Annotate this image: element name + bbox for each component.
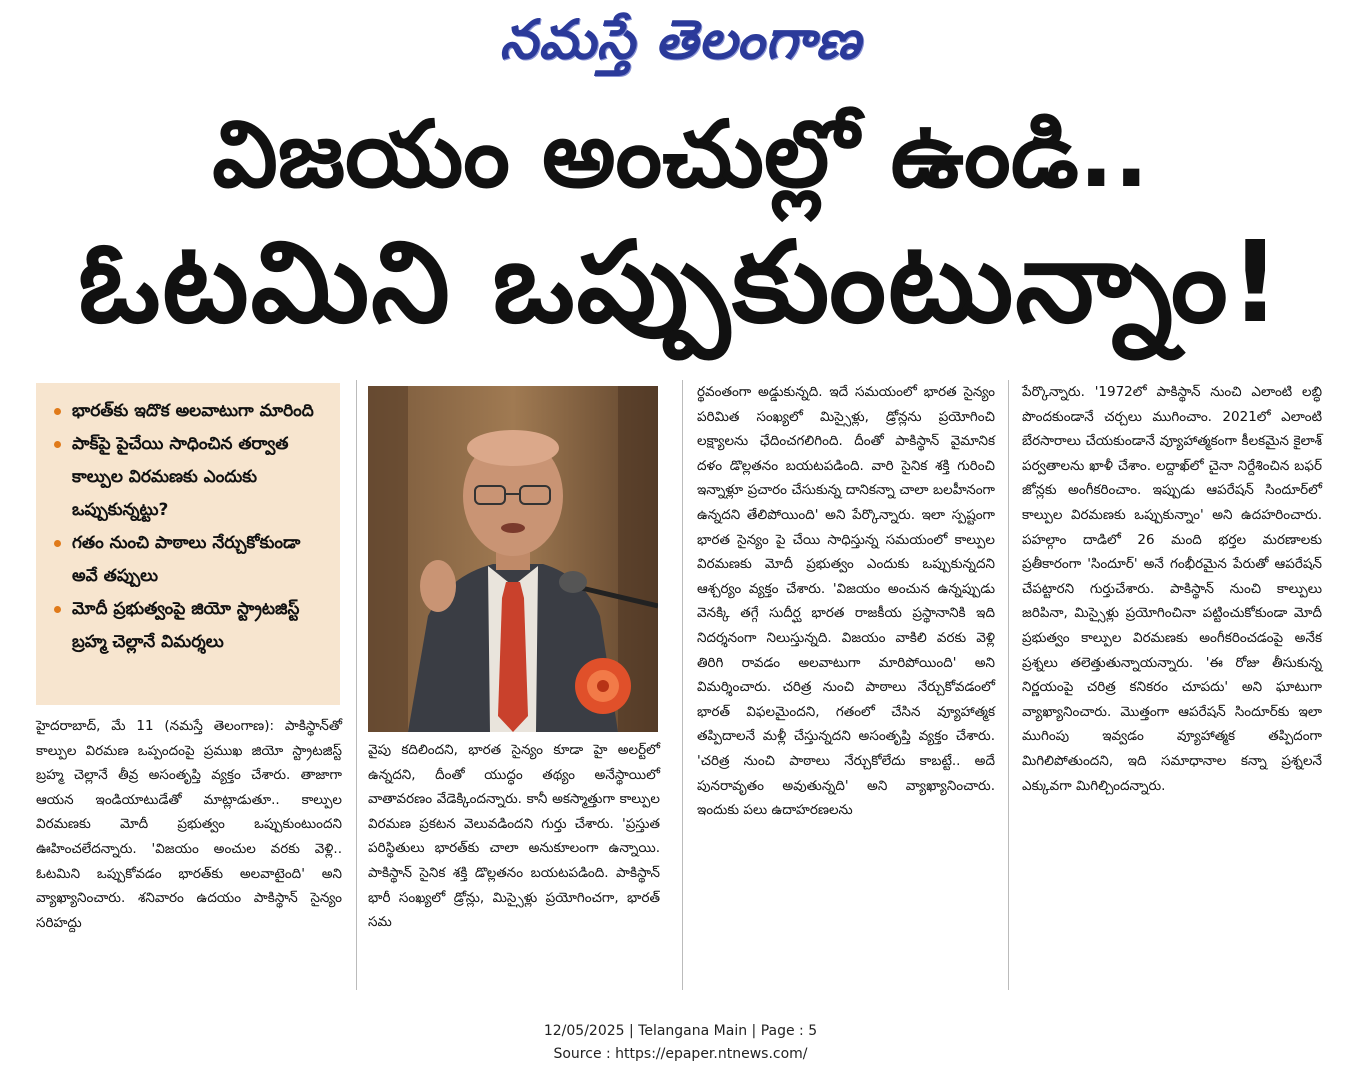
article-text: హైదరాబాద్, మే 11 (నమస్తే తెలంగాణ): పాకిస్థాన్‌తో కాల్పుల విరమణ ఒప్పందంపై ప్రముఖ జియో స్ట్రాటజిస్ట్ బ్రహ్మ చెల్లానే తీవ్ర అసంతృప్తి వ్యక్తం చేశారు. తాజాగా ఆయన ఇండియాటుడేతో మాట్లాడుతూ.. కాల్పుల విరమణకు మోదీ ప్రభుత్వం ఒప్పుకుంటుందని ఊహించలేదన్నారు. 'విజయం అంచుల వరకు వెళ్లి.. ఓటమిని ఒప్పుకోవడం భారత్‌కు అలవాటైంది' అని వ్యాఖ్యానించారు. శనివారం ఉదయం పాకిస్థాన్ సైన్యం సరిహద్దు [36,718,342,931]
footer-source-line: Source : https://epaper.ntnews.com/ [553,1046,808,1062]
column-divider [682,380,683,990]
highlight-item [54,395,330,428]
bullet-icon [54,441,61,448]
highlight-text: పాక్‌పై పైచేయి సాధించిన తర్వాత కాల్పుల విరమణకు ఎందుకు ఒప్పుకున్నట్టు? [72,434,289,520]
article-column-3 [697,380,995,823]
bullet-icon [54,540,61,547]
headline-line-1: విజయం అంచుల్లో ఉండి.. [212,101,1149,208]
highlight-text: గతం నుంచి పాఠాలు నేర్చుకోకుండా అవే తప్పులు [72,533,301,586]
bullet-icon [54,408,61,415]
highlight-item [54,428,330,527]
highlight-item [54,593,330,659]
article-column-2 [368,738,660,935]
footer-edition-line: 12/05/2025 | Telangana Main | Page : 5 [543,1023,818,1039]
article-text: ర్థవంతంగా అడ్డుకున్నది. ఇదే సమయంలో భారత సైన్యం పరిమిత సంఖ్యలో మిస్సైళ్లు, డ్రోన్లను ప్రయోగించి లక్ష్యాలను ఛేదించగలిగింది. దీంతో పాకిస్థాన్ వైమానిక దళం డొల్లతనం బయటపడింది. వారి సైనిక శక్తి గురించి ఇన్నాళ్లూ ప్రచారం చేసుకున్న దానికన్నా చాలా బలహీనంగా ఉన్నదని తేలిపోయింది' అని పేర్కొన్నారు. ఇలా స్పష్టంగా భారత సైన్యం పై చేయి సాధిస్తున్న సమయంలో కాల్పుల విరమణకు మోదీ ప్రభుత్వం ఎందుకు ఒప్పుకున్నదని ఆశ్చర్యం వ్యక్తం చేశారు. 'విజయం అంచున ఉన్నప్పుడు వెనక్కి తగ్గే సుదీర్ఘ భారత రాజకీయ ప్రస్థానానికి ఇది నిదర్శనంగా నిలుస్తున్నది. విజయం వాకిలి వరకు వెళ్లి తిరిగి రావడం అలవాటుగా మారిపోయింది' అని విమర్శించారు. చరిత్ర నుంచి పాఠాలు నేర్చుకోవడంలో భారత్ విఫలమైందని, గతంలో చేసిన వ్యూహాత్మక తప్పిదాలనే మళ్లీ చేస్తున్నదని అసంతృప్తి వ్యక్తం చేశారు. 'చరిత్ర నుంచి పాఠాలు నేర్చుకోలేదు కాబట్టే.. అదే పునరావృతం అవుతున్నది' అని వ్యాఖ్యానించారు. ఇందుకు పలు ఉదాహరణలను [697,384,995,819]
column-divider [1008,380,1009,990]
speaker-illustration [368,386,658,732]
bullet-icon [54,606,61,613]
article-column-1 [36,714,342,935]
masthead-title: నమస్తే తెలంగాణ [499,8,862,71]
article-column-4 [1022,380,1322,798]
highlights-list [36,383,340,659]
highlight-item [54,527,330,593]
article-text: పేర్కొన్నారు. '1972లో పాకిస్థాన్ నుంచి ఎలాంటి లబ్ధి పొందకుండానే చర్చలు ముగించాం. 2021లో ఎలాంటి బేరసారాలు చేయకుండానే వ్యూహాత్మకంగా కీలకమైన కైలాశ్ పర్వతాలను ఖాళీ చేశాం. లద్దాఖ్‌లో చైనా నిర్దేశించిన బఫర్ జోన్లకు అంగీకరించాం. ఇప్పుడు ఆపరేషన్ సిందూర్‌లో కాల్పుల విరమణకు ఒప్పుకున్నాం' అని ఉదహరించారు. పహల్గాం దాడిలో 26 మంది భర్తల మరణాలకు ప్రతీకారంగా 'సిందూర్' అనే గంభీరమైన పేరుతో ఆపరేషన్ చేపట్టారని గుర్తుచేశారు. పాకిస్థాన్ నుంచి కాల్పులు జరిపినా, మిస్సైళ్లు ప్రయోగించినా పట్టించుకోకుండా మోదీ ప్రభుత్వం కాల్పుల విరమణకు అంగీకరించడంపై అనేక ప్రశ్నలు తలెత్తుతున్నాయన్నారు. 'ఈ రోజు తీసుకున్న నిర్ణయంపై చరిత్ర కనికరం చూపదు' అని ఘాటుగా వ్యాఖ్యానించారు. మొత్తంగా ఆపరేషన్ సిందూర్‌కు ఇలా ముగింపు ఇవ్వడం వ్యూహాత్మక తప్పిదంగా మిగిలిపోతుందని, ఇది సమాధానాల కన్నా ప్రశ్నలనే ఎక్కువగా మిగిల్చిందన్నారు. [1022,384,1322,794]
article-text: వైపు కదిలిందని, భారత సైన్యం కూడా హై అలర్ట్‌లో ఉన్నదని, దీంతో యుద్ధం తథ్యం అనేస్థాయిలో వాతావరణం వేడెక్కిందన్నారు. కానీ అకస్మాత్తుగా కాల్పుల విరమణ ప్రకటన వెలువడిందని గుర్తు చేశారు. 'ప్రస్తుత పరిస్థితులు భారత్‌కు చాలా అనుకూలంగా ఉన్నాయి. పాకిస్థాన్ సైనిక శక్తి డొల్లతనం బయటపడింది. పాకిస్థాన్ భారీ సంఖ్యలో డ్రోన్లు, మిస్సైళ్లు ప్రయోగించగా, భారత్ సమ [368,742,660,931]
speaker-photo [368,386,658,732]
highlight-text: భారత్‌కు ఇదొక అలవాటుగా మారింది [72,401,314,421]
highlights-box [36,383,340,705]
column-divider [356,380,357,990]
headline-line-2: ఓటమిని ఒప్పుకుంటున్నాం! [78,218,1283,348]
masthead [0,8,1361,78]
highlight-text: మోదీ ప్రభుత్వంపై జియో స్ట్రాటజిస్ట్ బ్రహ్మ చెల్లానే విమర్శలు [72,599,300,652]
